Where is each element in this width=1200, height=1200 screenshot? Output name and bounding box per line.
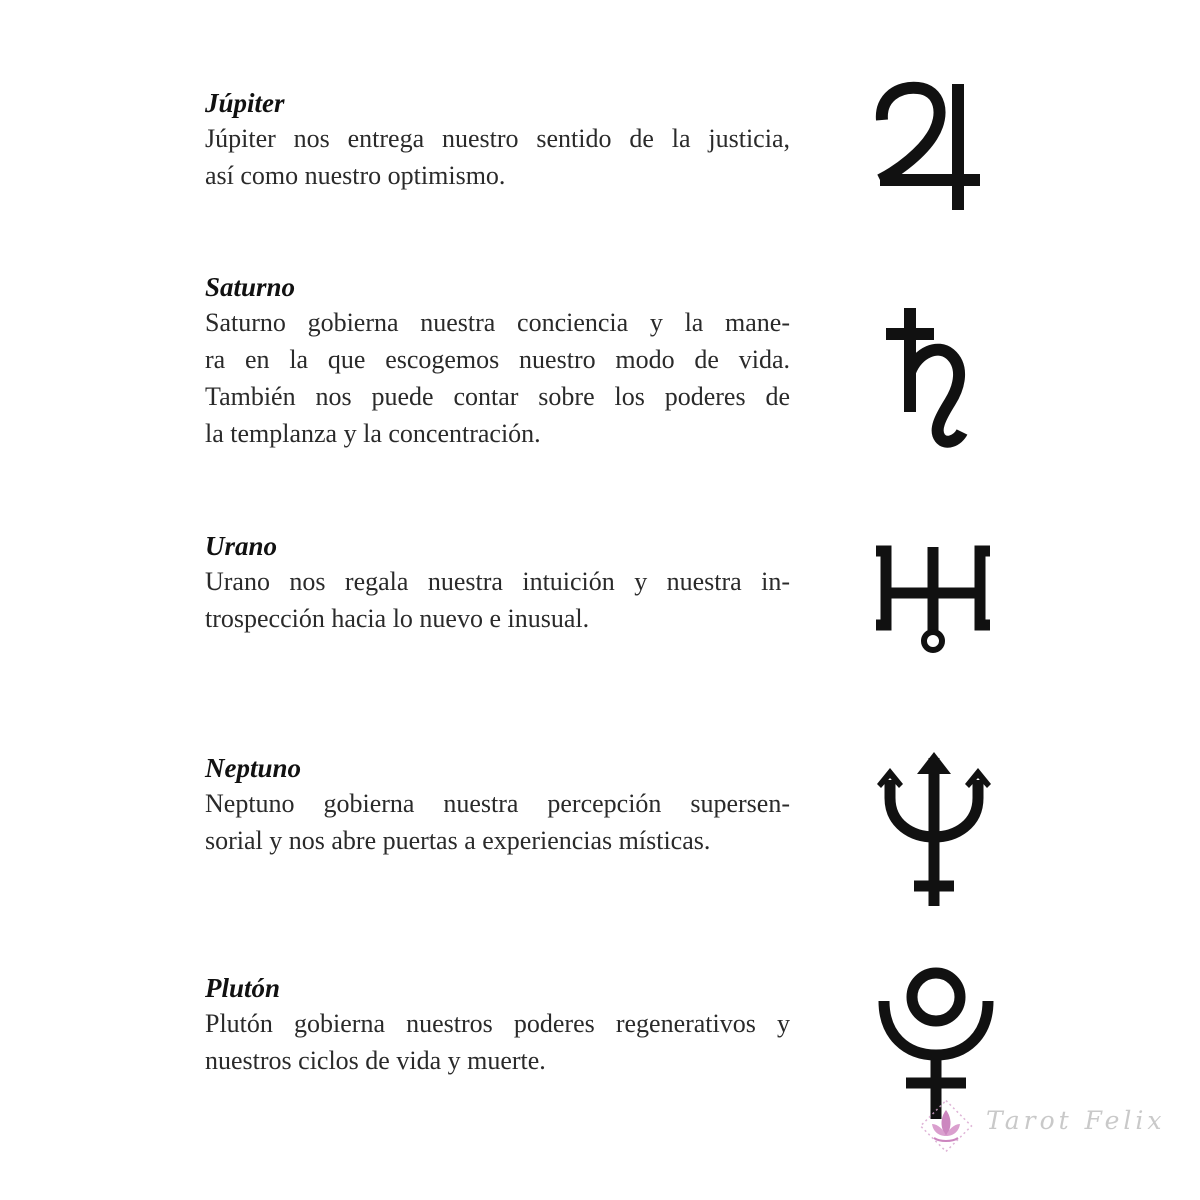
jupiter-title: Júpiter bbox=[205, 88, 285, 118]
uranus-entry bbox=[205, 529, 790, 637]
pluto-description bbox=[205, 1005, 790, 1079]
jupiter-line-2: así como nuestro optimismo. bbox=[205, 161, 506, 190]
uranus-title: Urano bbox=[205, 531, 278, 561]
jupiter-symbol-icon bbox=[868, 78, 988, 213]
pluto-line-2: nuestros ciclos de vida y muerte. bbox=[205, 1046, 546, 1075]
jupiter-line-1: Júpiter nos entrega nuestro sentido de la justicia, bbox=[205, 124, 790, 153]
saturn-entry bbox=[205, 270, 790, 452]
neptune-symbol-icon bbox=[873, 750, 995, 910]
watermark bbox=[918, 1098, 1166, 1158]
jupiter-entry bbox=[205, 86, 790, 194]
uranus-description bbox=[205, 563, 790, 637]
saturn-title: Saturno bbox=[205, 272, 296, 302]
saturn-line-1: Saturno gobierna nuestra conciencia y la mane- bbox=[205, 308, 790, 337]
saturn-line-4: la templanza y la concentración. bbox=[205, 419, 541, 448]
watermark-text: Tarot Felix bbox=[986, 1106, 1166, 1135]
neptune-line-1: Neptuno gobierna nuestra percepción supersen- bbox=[205, 789, 790, 818]
saturn-description bbox=[205, 304, 790, 452]
neptune-line-2: sorial y nos abre puertas a experiencias místicas. bbox=[205, 826, 711, 855]
pluto-title: Plutón bbox=[205, 973, 281, 1003]
uranus-line-1: Urano nos regala nuestra intuición y nuestra in- bbox=[205, 567, 790, 596]
pluto-entry bbox=[205, 971, 790, 1079]
pluto-line-1: Plutón gobierna nuestros poderes regenerativos y bbox=[205, 1009, 790, 1038]
jupiter-description bbox=[205, 120, 790, 194]
neptune-title: Neptuno bbox=[205, 753, 302, 783]
lotus-logo-icon bbox=[918, 1098, 974, 1159]
neptune-entry bbox=[205, 751, 790, 859]
saturn-line-2: ra en la que escogemos nuestro modo de vida. bbox=[205, 345, 790, 374]
saturn-line-3: También nos puede contar sobre los poderes de bbox=[205, 382, 790, 411]
uranus-symbol-icon bbox=[872, 543, 994, 658]
neptune-description bbox=[205, 785, 790, 859]
uranus-line-2: trospección hacia lo nuevo e inusual. bbox=[205, 604, 590, 633]
saturn-symbol-icon bbox=[880, 306, 975, 451]
